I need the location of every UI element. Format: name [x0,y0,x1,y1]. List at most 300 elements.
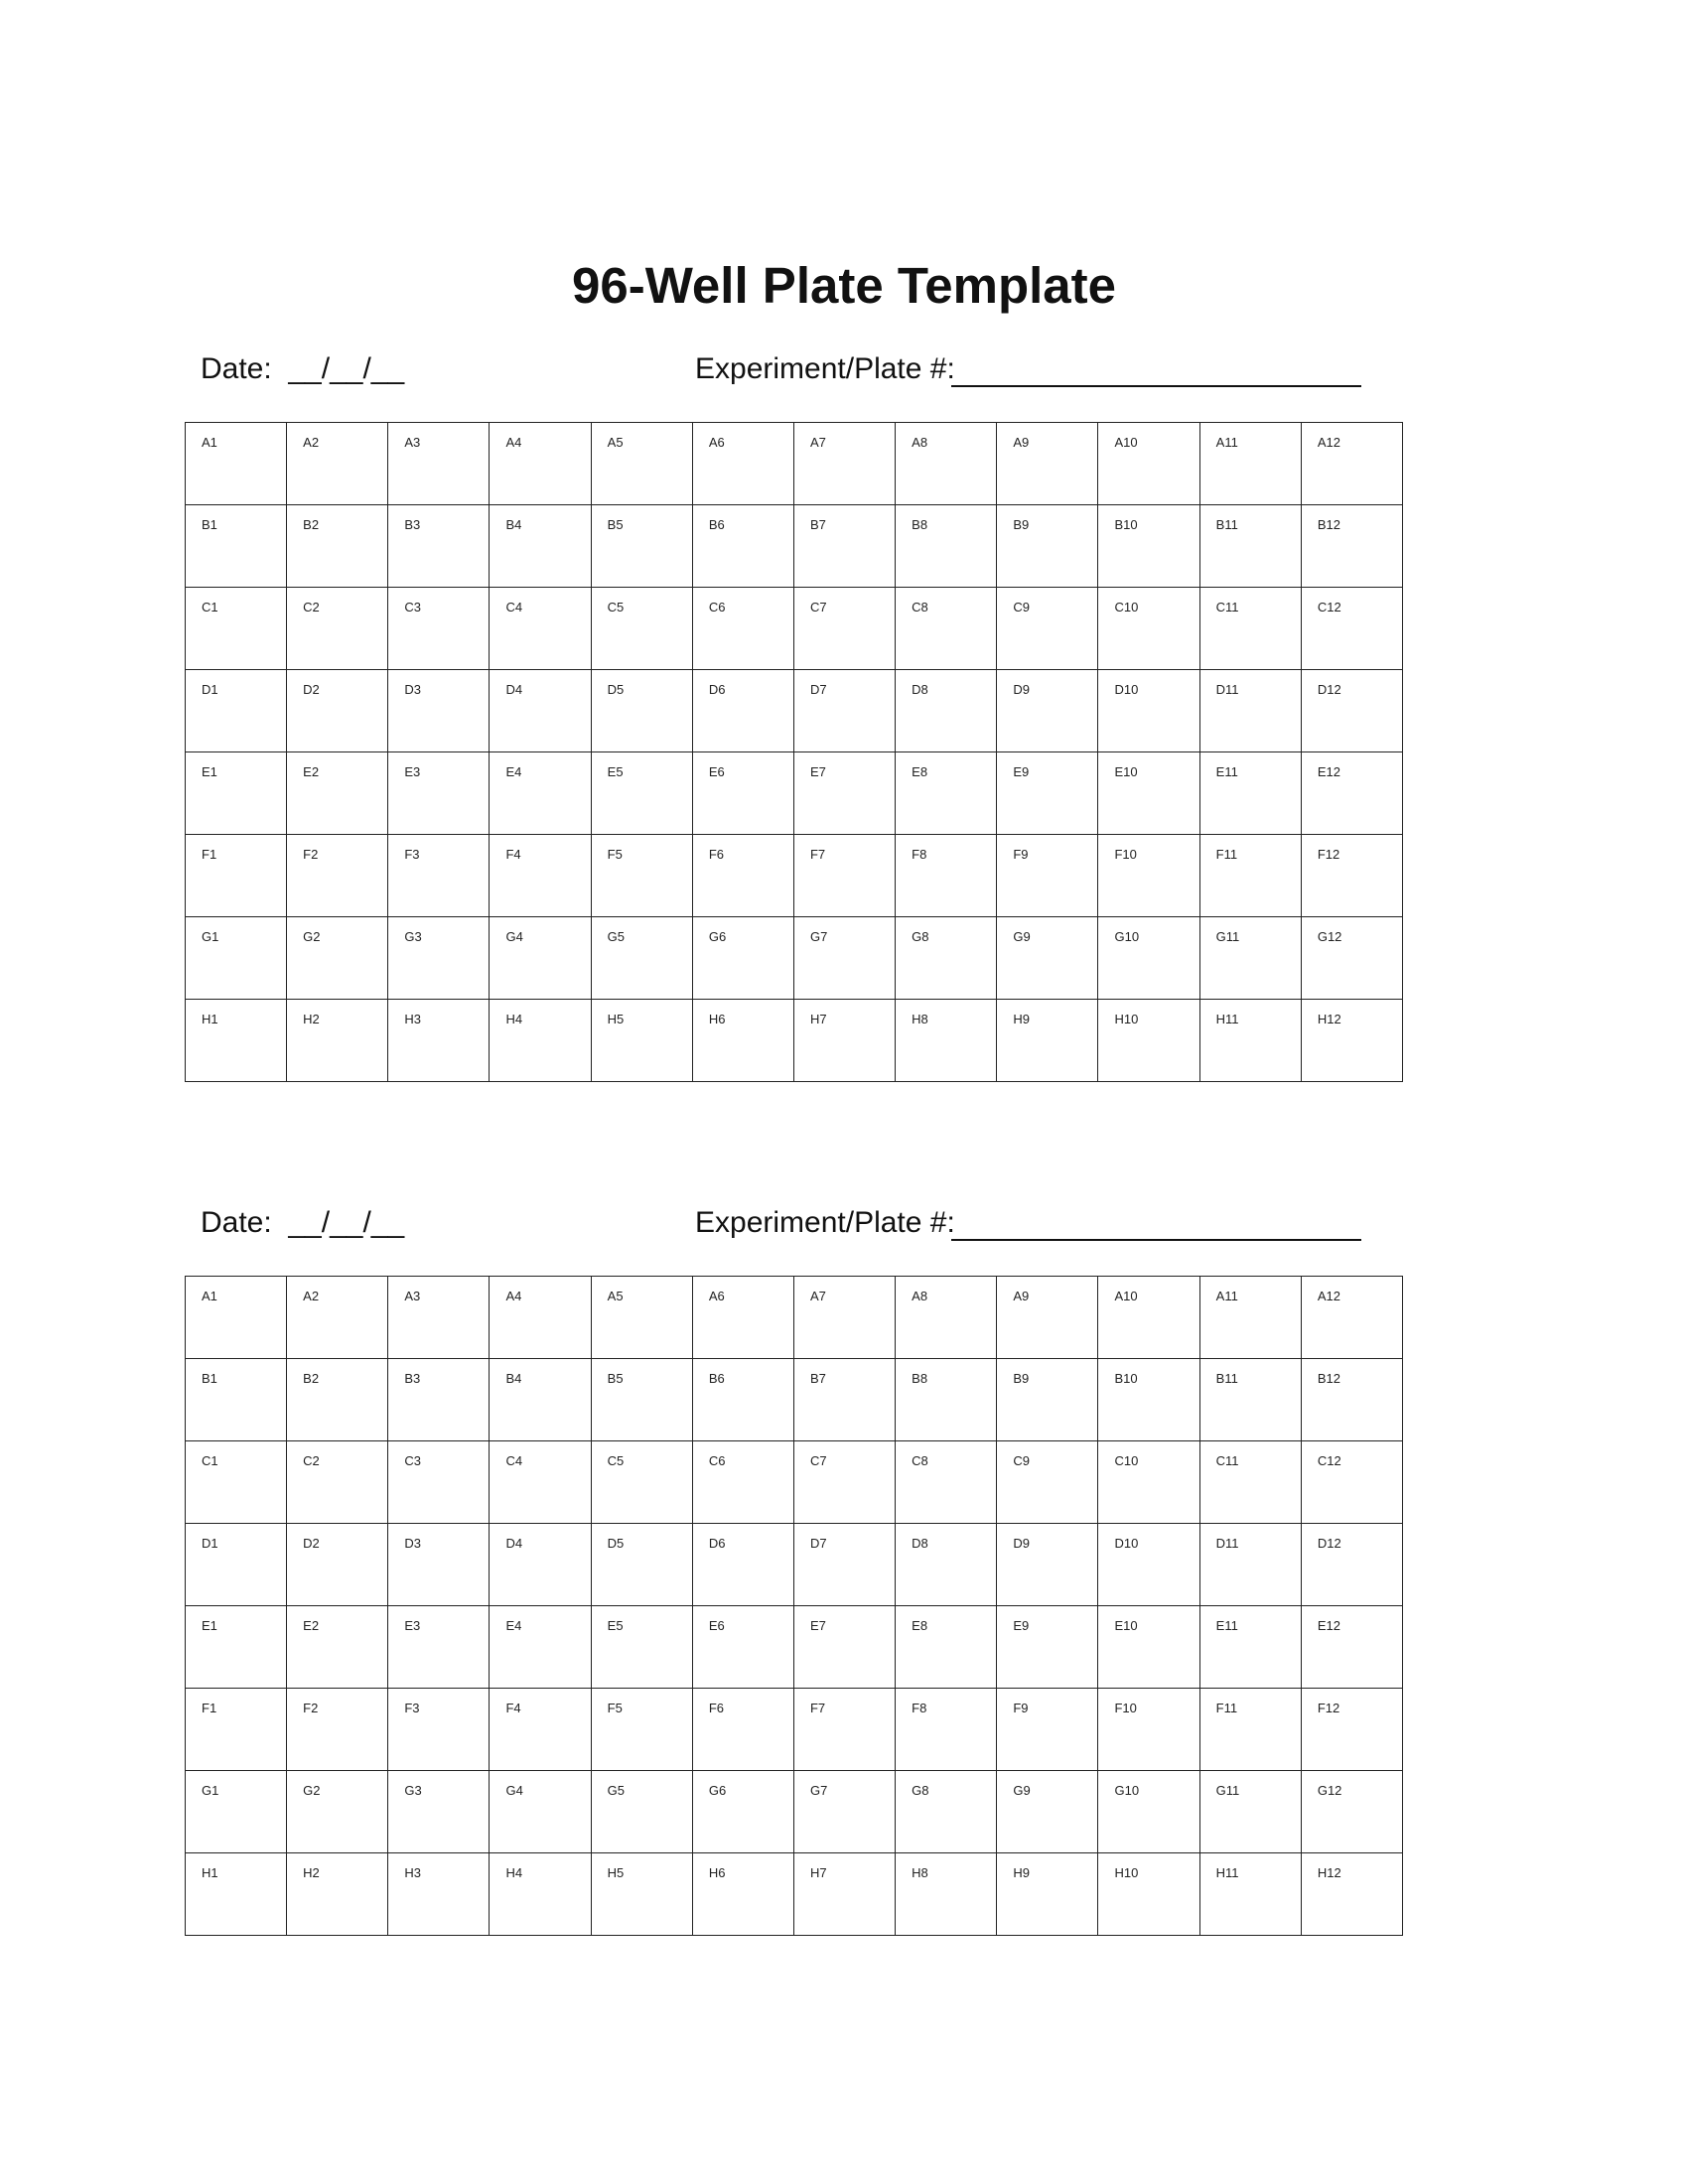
well-h9[interactable] [997,1853,1098,1936]
well-d8[interactable] [896,670,997,752]
page-title: 96-Well Plate Template [572,257,1116,314]
well-f4[interactable] [490,835,591,917]
well-label: C11 [1215,1453,1239,1468]
well-h9[interactable] [997,1000,1098,1082]
well-h2[interactable] [287,1853,388,1936]
well-h4[interactable] [490,1853,591,1936]
well-label: G8 [912,929,929,944]
well-b10[interactable] [1098,505,1199,588]
well-h10[interactable] [1098,1000,1199,1082]
well-a9[interactable] [997,1277,1098,1359]
well-d10[interactable] [1098,1524,1199,1606]
well-f9[interactable] [997,835,1098,917]
well-g11[interactable] [1200,1771,1302,1853]
well-b12[interactable] [1302,505,1403,588]
well-e6[interactable] [693,752,794,835]
well-b6[interactable] [693,1359,794,1441]
well-d3[interactable] [388,670,490,752]
well-a3[interactable] [388,1277,490,1359]
well-label: C2 [303,1453,320,1468]
well-plate-grid [185,1276,1403,1936]
well-label: G9 [1013,1783,1031,1798]
well-e5[interactable] [592,752,693,835]
well-label: G7 [809,929,828,944]
well-label: H10 [1114,1012,1139,1026]
well-b6[interactable] [693,505,794,588]
well-d9[interactable] [997,1524,1098,1606]
well-label: C9 [1013,1453,1030,1468]
well-label: C2 [303,600,320,614]
well-b10[interactable] [1098,1359,1199,1441]
well-c7[interactable] [794,588,896,670]
well-label: G6 [708,929,727,944]
date-field[interactable]: Date: __/__/__ [201,1206,405,1239]
well-label: F3 [404,1701,420,1715]
well-h3[interactable] [388,1853,490,1936]
well-c2[interactable] [287,588,388,670]
well-label: G7 [809,1783,828,1798]
well-f7[interactable] [794,835,896,917]
experiment-plate-field[interactable] [951,1239,1361,1241]
well-label: C6 [708,1453,726,1468]
well-e12[interactable] [1302,752,1403,835]
well-label: A6 [708,435,725,450]
well-a11[interactable] [1200,423,1302,505]
well-f9[interactable] [997,1689,1098,1771]
well-b1[interactable] [186,1359,287,1441]
well-d2[interactable] [287,670,388,752]
well-d12[interactable] [1302,1524,1403,1606]
well-f11[interactable] [1200,1689,1302,1771]
well-c2[interactable] [287,1441,388,1524]
well-f6[interactable] [693,835,794,917]
well-g6[interactable] [693,1771,794,1853]
well-label: C8 [912,1453,928,1468]
well-h2[interactable] [287,1000,388,1082]
well-c3[interactable] [388,1441,490,1524]
well-h8[interactable] [896,1000,997,1082]
well-g8[interactable] [896,917,997,1000]
well-label: F1 [202,1701,217,1715]
well-f5[interactable] [592,835,693,917]
well-b3[interactable] [388,1359,490,1441]
well-label: F7 [809,1701,826,1715]
well-label: G5 [607,929,625,944]
well-label: E5 [607,1618,624,1633]
well-c8[interactable] [896,588,997,670]
well-d3[interactable] [388,1524,490,1606]
well-f7[interactable] [794,1689,896,1771]
well-label: F2 [303,847,319,862]
well-b1[interactable] [186,505,287,588]
well-g8[interactable] [896,1771,997,1853]
well-b5[interactable] [592,1359,693,1441]
well-h1[interactable] [186,1853,287,1936]
well-e8[interactable] [896,752,997,835]
well-label: A9 [1013,1289,1030,1303]
well-label: C4 [505,1453,523,1468]
well-d2[interactable] [287,1524,388,1606]
well-label: D9 [1013,1536,1030,1551]
well-label: H2 [303,1012,320,1026]
well-label: B5 [607,1371,624,1386]
well-e1[interactable] [186,1606,287,1689]
well-f2[interactable] [287,1689,388,1771]
well-label: D3 [404,1536,421,1551]
well-label: E12 [1317,764,1340,779]
well-label: A12 [1317,1289,1340,1303]
well-b11[interactable] [1200,1359,1302,1441]
well-label: D7 [809,1536,827,1551]
well-f10[interactable] [1098,1689,1199,1771]
well-c4[interactable] [490,1441,591,1524]
well-a4[interactable] [490,1277,591,1359]
well-d9[interactable] [997,670,1098,752]
well-g2[interactable] [287,917,388,1000]
well-e7[interactable] [794,1606,896,1689]
well-label: H12 [1317,1012,1341,1026]
well-a3[interactable] [388,423,490,505]
well-b7[interactable] [794,505,896,588]
well-label: D10 [1114,1536,1139,1551]
well-label: G10 [1114,1783,1140,1798]
well-g6[interactable] [693,917,794,1000]
well-d4[interactable] [490,1524,591,1606]
well-g11[interactable] [1200,917,1302,1000]
well-label: A2 [303,435,320,450]
well-g3[interactable] [388,1771,490,1853]
well-d6[interactable] [693,670,794,752]
well-e11[interactable] [1200,752,1302,835]
well-g5[interactable] [592,917,693,1000]
well-label: D2 [303,682,320,697]
well-label: C6 [708,600,726,614]
well-a10[interactable] [1098,423,1199,505]
well-d5[interactable] [592,1524,693,1606]
well-e4[interactable] [490,1606,591,1689]
well-f12[interactable] [1302,1689,1403,1771]
well-label: A1 [202,1289,217,1303]
well-e10[interactable] [1098,1606,1199,1689]
well-a2[interactable] [287,1277,388,1359]
well-a11[interactable] [1200,1277,1302,1359]
well-c9[interactable] [997,1441,1098,1524]
well-c12[interactable] [1302,588,1403,670]
well-e12[interactable] [1302,1606,1403,1689]
well-a12[interactable] [1302,423,1403,505]
well-h10[interactable] [1098,1853,1199,1936]
well-label: B6 [708,517,725,532]
well-a9[interactable] [997,423,1098,505]
well-h6[interactable] [693,1853,794,1936]
well-label: D1 [202,682,218,697]
well-c6[interactable] [693,588,794,670]
well-f3[interactable] [388,1689,490,1771]
well-label: F6 [708,847,724,862]
well-b4[interactable] [490,1359,591,1441]
well-d8[interactable] [896,1524,997,1606]
well-g9[interactable] [997,917,1098,1000]
well-label: E1 [202,1618,217,1633]
well-label: B4 [505,517,522,532]
well-e5[interactable] [592,1606,693,1689]
well-a6[interactable] [693,1277,794,1359]
well-f2[interactable] [287,835,388,917]
well-g4[interactable] [490,917,591,1000]
well-d1[interactable] [186,670,287,752]
well-g7[interactable] [794,917,896,1000]
well-e1[interactable] [186,752,287,835]
well-label: F10 [1114,847,1137,862]
well-label: H10 [1114,1865,1139,1880]
experiment-plate-label: Experiment/Plate #: [695,1206,955,1239]
well-b3[interactable] [388,505,490,588]
well-label: E2 [303,1618,320,1633]
well-label: H4 [505,1012,523,1026]
well-label: A2 [303,1289,320,1303]
well-label: C11 [1215,600,1239,614]
well-label: F12 [1317,1701,1340,1715]
well-label: A12 [1317,435,1340,450]
well-label: E10 [1114,1618,1138,1633]
well-e7[interactable] [794,752,896,835]
well-label: C8 [912,600,928,614]
well-label: C7 [809,600,827,614]
well-a7[interactable] [794,423,896,505]
well-c9[interactable] [997,588,1098,670]
well-g7[interactable] [794,1771,896,1853]
well-g10[interactable] [1098,917,1199,1000]
well-g12[interactable] [1302,917,1403,1000]
well-label: A3 [404,435,421,450]
well-b5[interactable] [592,505,693,588]
well-label: A4 [505,1289,522,1303]
well-c11[interactable] [1200,588,1302,670]
well-a6[interactable] [693,423,794,505]
well-label: A8 [912,1289,928,1303]
well-c7[interactable] [794,1441,896,1524]
well-b4[interactable] [490,505,591,588]
well-e6[interactable] [693,1606,794,1689]
well-plate-grid [185,422,1403,1082]
well-h7[interactable] [794,1000,896,1082]
well-f11[interactable] [1200,835,1302,917]
well-f3[interactable] [388,835,490,917]
well-b2[interactable] [287,505,388,588]
well-g9[interactable] [997,1771,1098,1853]
well-f10[interactable] [1098,835,1199,917]
well-h4[interactable] [490,1000,591,1082]
well-h12[interactable] [1302,1000,1403,1082]
well-label: F5 [607,847,623,862]
date-field[interactable]: Date: __/__/__ [201,352,405,385]
well-label: F2 [303,1701,319,1715]
well-label: C5 [607,600,625,614]
well-label: B9 [1013,517,1030,532]
well-label: C10 [1114,600,1139,614]
well-label: B12 [1317,517,1340,532]
well-f8[interactable] [896,835,997,917]
well-label: D5 [607,1536,625,1551]
well-h1[interactable] [186,1000,287,1082]
well-label: F9 [1013,847,1029,862]
well-b11[interactable] [1200,505,1302,588]
well-label: B7 [809,1371,826,1386]
well-label: B5 [607,517,624,532]
well-b8[interactable] [896,1359,997,1441]
well-h6[interactable] [693,1000,794,1082]
well-f8[interactable] [896,1689,997,1771]
well-label: D12 [1317,682,1341,697]
well-c1[interactable] [186,588,287,670]
well-a2[interactable] [287,423,388,505]
well-d1[interactable] [186,1524,287,1606]
well-label: E11 [1215,1618,1238,1633]
well-c10[interactable] [1098,1441,1199,1524]
well-d4[interactable] [490,670,591,752]
well-a10[interactable] [1098,1277,1199,1359]
well-f6[interactable] [693,1689,794,1771]
well-label: G5 [607,1783,625,1798]
well-label: D6 [708,1536,726,1551]
well-b9[interactable] [997,505,1098,588]
well-c1[interactable] [186,1441,287,1524]
well-label: H4 [505,1865,523,1880]
well-b8[interactable] [896,505,997,588]
well-a5[interactable] [592,423,693,505]
well-c10[interactable] [1098,588,1199,670]
well-c8[interactable] [896,1441,997,1524]
well-label: C10 [1114,1453,1139,1468]
well-a5[interactable] [592,1277,693,1359]
well-label: B11 [1215,517,1238,532]
well-a1[interactable] [186,1277,287,1359]
well-f4[interactable] [490,1689,591,1771]
well-label: E7 [809,1618,826,1633]
well-e3[interactable] [388,752,490,835]
well-label: A8 [912,435,928,450]
well-label: G11 [1215,1783,1240,1798]
well-b7[interactable] [794,1359,896,1441]
well-g12[interactable] [1302,1771,1403,1853]
well-c5[interactable] [592,588,693,670]
well-label: D10 [1114,682,1139,697]
experiment-plate-field[interactable] [951,385,1361,387]
well-a12[interactable] [1302,1277,1403,1359]
well-e2[interactable] [287,752,388,835]
well-f12[interactable] [1302,835,1403,917]
well-e9[interactable] [997,1606,1098,1689]
well-label: D6 [708,682,726,697]
well-e3[interactable] [388,1606,490,1689]
well-label: D7 [809,682,827,697]
well-d7[interactable] [794,1524,896,1606]
well-d10[interactable] [1098,670,1199,752]
well-d6[interactable] [693,1524,794,1606]
well-b9[interactable] [997,1359,1098,1441]
well-label: B6 [708,1371,725,1386]
well-label: E12 [1317,1618,1340,1633]
well-c5[interactable] [592,1441,693,1524]
well-label: E3 [404,764,421,779]
well-label: A9 [1013,435,1030,450]
well-g1[interactable] [186,917,287,1000]
well-g3[interactable] [388,917,490,1000]
well-f5[interactable] [592,1689,693,1771]
well-d12[interactable] [1302,670,1403,752]
well-c11[interactable] [1200,1441,1302,1524]
well-g4[interactable] [490,1771,591,1853]
well-g2[interactable] [287,1771,388,1853]
well-c6[interactable] [693,1441,794,1524]
well-c3[interactable] [388,588,490,670]
well-f1[interactable] [186,1689,287,1771]
well-label: B11 [1215,1371,1238,1386]
well-h11[interactable] [1200,1853,1302,1936]
well-label: F6 [708,1701,724,1715]
well-label: C7 [809,1453,827,1468]
well-c12[interactable] [1302,1441,1403,1524]
well-h11[interactable] [1200,1000,1302,1082]
well-e4[interactable] [490,752,591,835]
well-label: B3 [404,517,421,532]
well-e9[interactable] [997,752,1098,835]
well-g10[interactable] [1098,1771,1199,1853]
well-b12[interactable] [1302,1359,1403,1441]
well-e11[interactable] [1200,1606,1302,1689]
well-label: G4 [505,929,523,944]
well-label: E10 [1114,764,1138,779]
well-label: A10 [1114,1289,1138,1303]
well-label: G2 [303,1783,321,1798]
well-a7[interactable] [794,1277,896,1359]
well-a8[interactable] [896,1277,997,1359]
well-f1[interactable] [186,835,287,917]
well-h7[interactable] [794,1853,896,1936]
well-c4[interactable] [490,588,591,670]
well-label: B12 [1317,1371,1340,1386]
well-h3[interactable] [388,1000,490,1082]
well-b2[interactable] [287,1359,388,1441]
well-label: F9 [1013,1701,1029,1715]
well-e10[interactable] [1098,752,1199,835]
well-a8[interactable] [896,423,997,505]
well-e2[interactable] [287,1606,388,1689]
well-g1[interactable] [186,1771,287,1853]
well-g5[interactable] [592,1771,693,1853]
well-label: D11 [1215,1536,1239,1551]
well-label: B9 [1013,1371,1030,1386]
well-label: C1 [202,1453,218,1468]
well-h5[interactable] [592,1000,693,1082]
well-label: F11 [1215,847,1238,862]
well-label: E4 [505,764,522,779]
well-h12[interactable] [1302,1853,1403,1936]
plate-info-row [0,1201,1688,1245]
well-d11[interactable] [1200,670,1302,752]
well-h5[interactable] [592,1853,693,1936]
well-label: E4 [505,1618,522,1633]
well-a1[interactable] [186,423,287,505]
well-d7[interactable] [794,670,896,752]
well-a4[interactable] [490,423,591,505]
well-label: D4 [505,682,523,697]
well-h8[interactable] [896,1853,997,1936]
well-label: F5 [607,1701,623,1715]
well-e8[interactable] [896,1606,997,1689]
well-d5[interactable] [592,670,693,752]
well-d11[interactable] [1200,1524,1302,1606]
